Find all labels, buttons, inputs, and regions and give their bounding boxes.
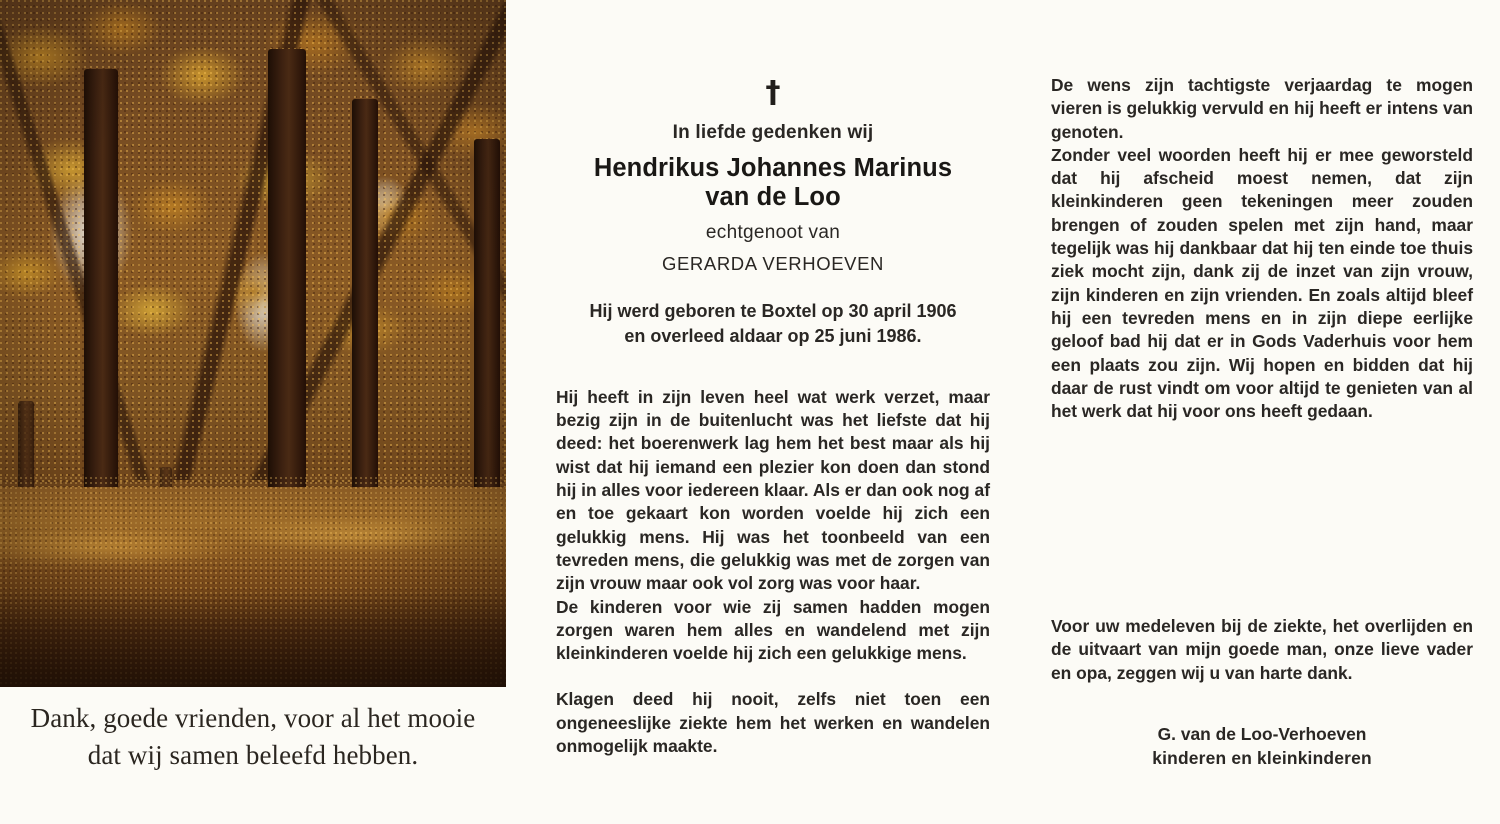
- deceased-name: [556, 154, 990, 212]
- left-panel: [0, 0, 506, 824]
- right-paragraph-1: De wens zijn tachtigste verjaardag te mogen vieren is gelukkig vervuld en hij heeft er intens van genoten.: [1051, 75, 1473, 142]
- middle-paragraph-1: Hij heeft in zijn leven heel wat werk verzet, maar bezig zijn in de buitenlucht was het liefste dat hij deed: het boerenwerk lag hem het best maar als hij wist dat hij iemand een plezier kon doen dan stond hij in alles voor iedereen klaar. Als er dan ook nog af en toe gekaart kon worden voelde hij zich een gelukkig mens. Hij was het toonbeeld van een tevreden mens, die gelukkig was met de zorgen van zijn vrouw maar ook vol zorg was voor haar.: [556, 386, 990, 594]
- caption-line-1: Dank, goede vrienden, voor al het mooie: [30, 703, 476, 733]
- spouse-name: GERARDA VERHOEVEN: [662, 252, 884, 274]
- thanks-paragraph: Voor uw medeleven bij de ziekte, het overlijden en de uitvaart van mijn goede man, onze lieve vader en opa, zeggen wij u van harte dank.: [1051, 616, 1473, 683]
- birth-death-dates: [556, 299, 990, 349]
- memorial-lead-text: In liefde gedenken wij: [672, 122, 874, 143]
- photo-vignette: [0, 0, 506, 687]
- deceased-name-line-2: van de Loo: [705, 183, 841, 212]
- middle-paragraph-2: De kinderen voor wie zij samen hadden mogen zorgen waren hem alles en wandelend met zijn kleinkinderen voelde hij zich een gelukkige mens.: [556, 596, 990, 664]
- death-line: en overleed aldaar op 25 juni 1986.: [624, 325, 922, 346]
- spouse-label: echtgenoot van: [705, 222, 841, 244]
- signature-block: [1051, 722, 1473, 770]
- middle-text-column: [556, 0, 990, 758]
- middle-paragraph-3: Klagen deed hij nooit, zelfs niet toen een ongeneeslijke ziekte hem het werken en wandelen onmogelijk maakte.: [556, 689, 990, 757]
- cross-icon: †: [765, 75, 781, 110]
- photo-caption: [0, 700, 506, 775]
- caption-line-2: dat wij samen beleefd hebben.: [87, 740, 419, 771]
- right-text-column: [1051, 0, 1473, 423]
- signature-line-1: G. van de Loo-Verhoeven: [1157, 724, 1367, 744]
- birth-line: Hij werd geboren te Boxtel op 30 april 1906: [589, 300, 957, 321]
- signature-line-2: kinderen en kleinkinderen: [1152, 748, 1372, 768]
- autumn-forest-photo: [0, 0, 506, 687]
- right-paragraph-2: Zonder veel woorden heeft hij er mee geworsteld dat hij afscheid moest nemen, dat zijn kleinkinderen geen tekeningen meer zouden brengen of zouden spelen met zijn hand, maar tegelijk was hij dankbaar dat hij ten einde toe thuis ziek mocht zijn, dank zij de inzet van zijn vrouw, zijn kinderen en zijn vrienden. En zoals altijd bleef hij een tevreden mens en in zijn diepe eerlijke geloof bad hij dat er in Gods Vaderhuis voor hem een plaats zou zijn. Wij hopen en bidden dat hij daar de rust vindt om voor altijd te genieten van al het werk dat hij voor ons heeft gedaan.: [1051, 144, 1473, 422]
- deceased-name-line-1: Hendrikus Johannes Marinus: [593, 154, 953, 183]
